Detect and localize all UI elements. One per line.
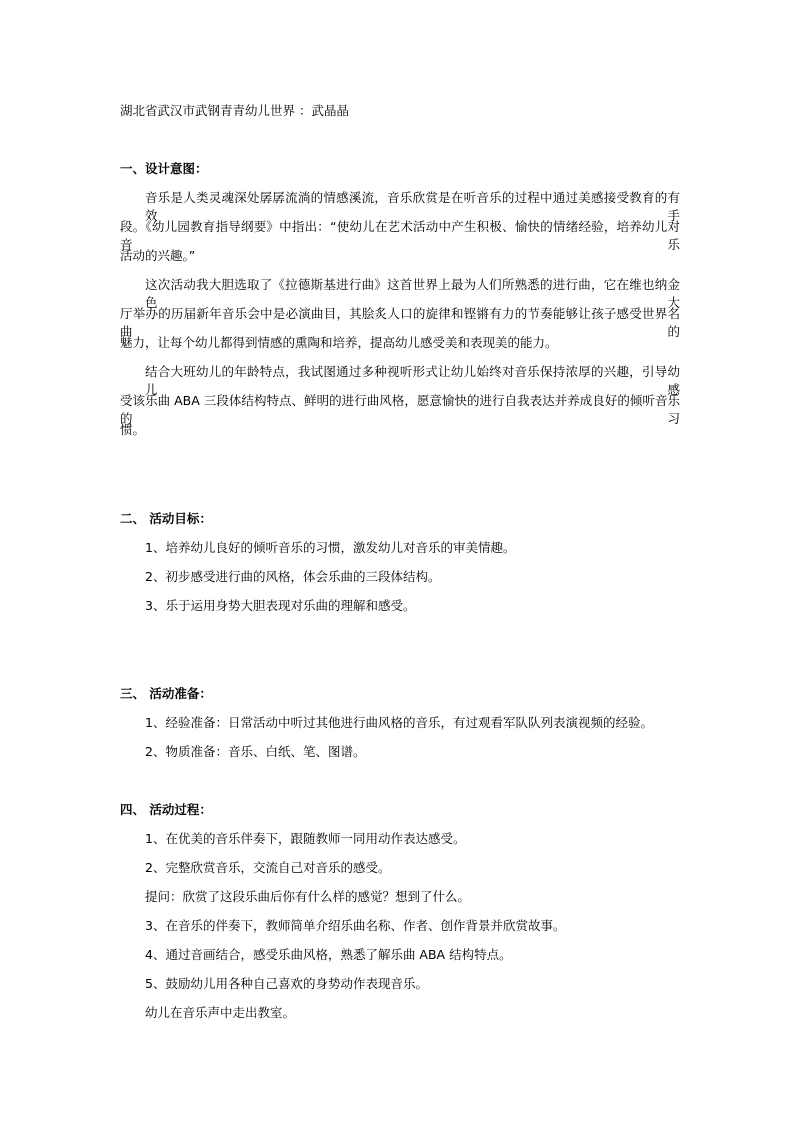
goal-item-2: 2、初步感受进行曲的风格，体会乐曲的三段体结构。: [145, 569, 441, 584]
section-1-heading: 一、设计意图：: [120, 161, 208, 176]
section-3-heading: 三、 活动准备：: [120, 686, 212, 701]
design-intent-paragraph-1-line-2: 段。《幼儿园教育指导纲要》中指出：“使幼儿在艺术活动中产生积极、愉快的情绪经验，培养幼儿对音乐: [120, 219, 680, 252]
design-intent-paragraph-3-line-3: 惯。: [120, 422, 146, 437]
process-closing: 幼儿在音乐声中走出教室。: [145, 1005, 296, 1020]
preparation-item-2: 2、物质准备：音乐、白纸、笔、图谱。: [145, 744, 366, 759]
process-item-5: 5、鼓励幼儿用各种自己喜欢的身势动作表现音乐。: [145, 976, 428, 991]
design-intent-paragraph-2-line-1: 这次活动我大胆选取了《拉德斯基进行曲》这首世界上最为人们所熟悉的进行曲，它在维也纳金色大: [145, 277, 680, 310]
goal-item-3: 3、乐于运用身势大胆表现对乐曲的理解和感受。: [145, 598, 416, 613]
design-intent-paragraph-2-line-2: 厅举办的历届新年音乐会中是必演曲目，其脍炙人口的旋律和铿锵有力的节奏能够让孩子感受世界名曲的: [120, 306, 680, 339]
process-question: 提问：欣赏了这段乐曲后你有什么样的感觉？想到了什么。: [145, 889, 471, 904]
design-intent-paragraph-3-line-2: 受该乐曲 ABA 三段体结构特点、鲜明的进行曲风格，愿意愉快的进行自我表达并养成良好的倾听音乐的习: [120, 393, 680, 426]
author-line: 湖北省武汉市武钢青青幼儿世界 ：武晶晶: [120, 103, 349, 118]
process-item-1: 1、在优美的音乐伴奏下，跟随教师一同用动作表达感受。: [145, 831, 466, 846]
design-intent-paragraph-3-line-1: 结合大班幼儿的年龄特点，我试图通过多种视听形式让幼儿始终对音乐保持浓厚的兴趣，引导幼儿感: [145, 364, 680, 397]
design-intent-paragraph-2-line-3: 魅力，让每个幼儿都得到情感的熏陶和培养，提高幼儿感受美和表现美的能力。: [120, 335, 558, 350]
preparation-item-1: 1、经验准备：日常活动中听过其他进行曲风格的音乐，有过观看军队队列表演视频的经验。: [145, 715, 653, 730]
goal-item-1: 1、培养幼儿良好的倾听音乐的习惯，激发幼儿对音乐的审美情趣。: [145, 540, 516, 555]
process-item-3: 3、在音乐的伴奏下，教师简单介绍乐曲名称、作者、创作背景并欣赏故事。: [145, 918, 566, 933]
design-intent-paragraph-1-line-1: 音乐是人类灵魂深处孱孱流淌的情感溪流，音乐欣赏是在听音乐的过程中通过美感接受教育的有效手: [145, 190, 680, 223]
process-item-4: 4、通过音画结合，感受乐曲风格，熟悉了解乐曲 ABA 结构特点。: [145, 947, 512, 962]
design-intent-paragraph-1-line-3: 活动的兴趣。”: [120, 248, 196, 263]
section-2-heading: 二、 活动目标：: [120, 511, 212, 526]
process-item-2: 2、完整欣赏音乐，交流自己对音乐的感受。: [145, 860, 391, 875]
section-4-heading: 四、 活动过程：: [120, 802, 212, 817]
